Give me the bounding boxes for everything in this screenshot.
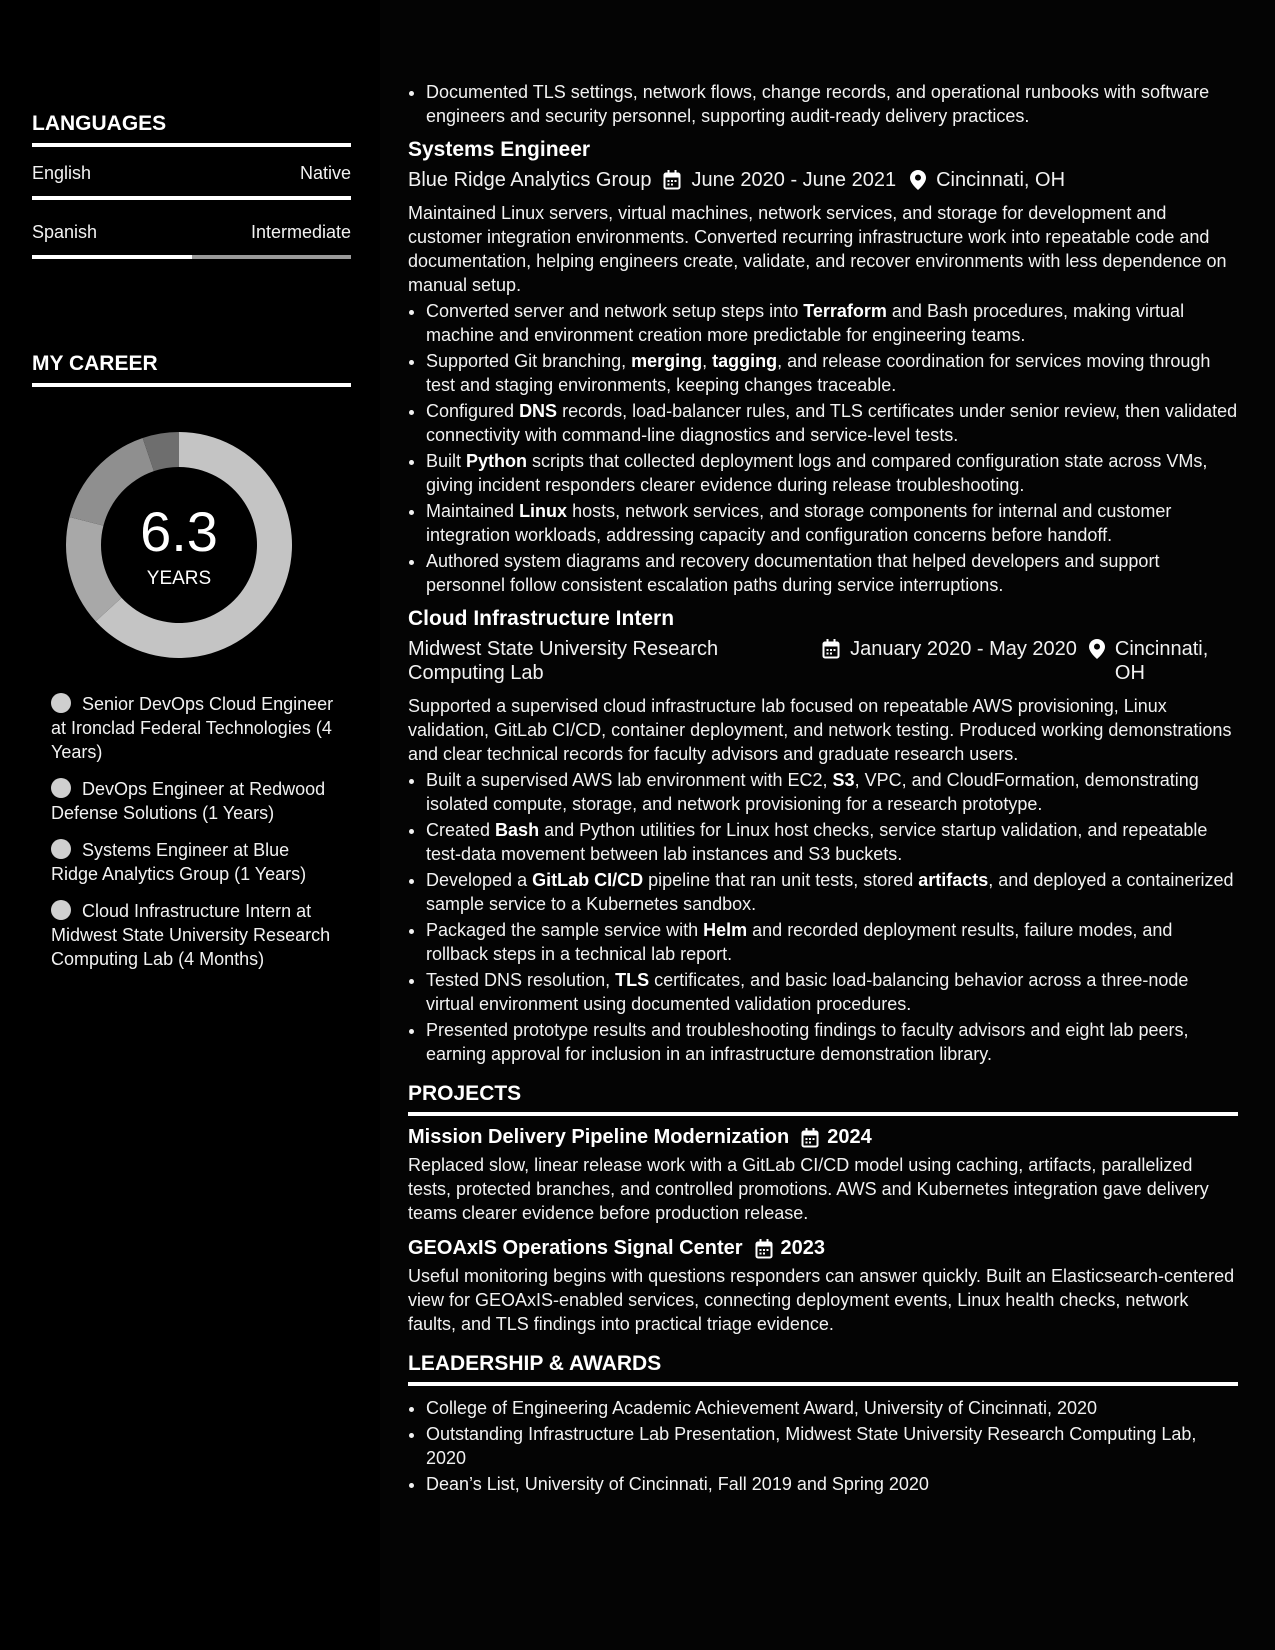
- award-item: • Dean’s List, University of Cincinnati, Fall 2019 and Spring 2020: [426, 1472, 1238, 1496]
- bullet-item: • Converted server and network setup steps into Terraform and Bash procedures, making virtual machine and environment creation more predictable for engineering teams.: [426, 299, 1238, 347]
- languages-heading: LANGUAGES: [32, 112, 351, 147]
- bullet-item: • Packaged the sample service with Helm and recorded deployment results, failure modes, and rollback steps in a technical lab report.: [426, 918, 1238, 966]
- career-legend-item: [51, 838, 336, 886]
- career-legend: [51, 692, 336, 984]
- bullet-item: • Authored system diagrams and recovery documentation that helped developers and support personnel follow consistent escalation paths during service interruptions.: [426, 549, 1238, 597]
- bullet-item: • Tested DNS resolution, TLS certificates, and basic load-balancing behavior across a three-node virtual environment using documented validation procedures.: [426, 968, 1238, 1016]
- career-legend-label: Cloud Infrastructure Intern at Midwest State University Research Computing Lab (4 Months): [51, 901, 331, 969]
- job-title: Systems Engineer: [408, 138, 591, 161]
- project-entry: [408, 1126, 1238, 1225]
- career-legend-item: [51, 899, 336, 971]
- bullet-item: • Presented prototype results and troubleshooting findings to faculty advisors and eight lab peers, earning approval for inclusion in an infrastructure demonstration library.: [426, 1018, 1238, 1066]
- career-years-unit: YEARS: [146, 568, 212, 589]
- career-heading: MY CAREER: [32, 352, 351, 387]
- job-meta: [408, 168, 1238, 192]
- project-description: Replaced slow, linear release work with a GitLab CI/CD model using caching, artifacts, parallelized tests, protected branches, and controlled promotions. AWS and Kubernetes integration gave delivery teams clearer evidence before production release.: [408, 1155, 1209, 1223]
- projects-heading: PROJECTS: [408, 1082, 1238, 1116]
- legend-dot-icon: [51, 900, 71, 920]
- job-entry: [408, 607, 1238, 1066]
- bullet-item: • Developed a GitLab CI/CD pipeline that ran unit tests, stored artifacts, and deployed a containerized sample service to a Kubernetes sandbox.: [426, 868, 1238, 916]
- career-legend-item: [51, 692, 336, 764]
- project-title: GEOAxIS Operations Signal Center: [408, 1237, 743, 1259]
- language-proficiency-fill: [32, 255, 192, 259]
- career-section: [32, 352, 351, 387]
- project-year: 2023: [780, 1237, 826, 1259]
- project-description: Useful monitoring begins with questions responders can answer quickly. Built an Elasticsearch-centered view for GEOAxIS-enabled services, connecting deployment events, Linux health checks, network faults, and TLS findings into practical triage evidence.: [408, 1266, 1235, 1334]
- career-donut-chart: [66, 432, 292, 658]
- award-item: • Outstanding Infrastructure Lab Presentation, Midwest State University Research Computing Lab, 2020: [426, 1422, 1238, 1470]
- job-bullets: [408, 299, 1238, 597]
- calendar-icon: [663, 170, 681, 190]
- language-name: Spanish: [32, 222, 98, 242]
- main-content: [380, 0, 1275, 1650]
- calendar-icon: [755, 1239, 773, 1259]
- location-pin-icon: [910, 170, 926, 190]
- job-company: Blue Ridge Analytics Group: [408, 169, 652, 191]
- job-summary: Supported a supervised cloud infrastructure lab focused on repeatable AWS provisioning, Linux validation, GitLab CI/CD, container deployment, and network testing. Produced working demonstrations and clear technical records for faculty advisors and graduate research users.: [408, 696, 1232, 764]
- experience-continued: [408, 80, 1238, 1498]
- job-company: Midwest State University Research Computing Lab: [408, 638, 719, 684]
- career-legend-item: [51, 777, 336, 825]
- legend-dot-icon: [51, 693, 71, 713]
- bullet-item: • Documented TLS settings, network flows, change records, and operational runbooks with software engineers and security personnel, supporting audit-ready delivery practices.: [426, 80, 1238, 128]
- career-legend-label: DevOps Engineer at Redwood Defense Solutions (1 Years): [51, 779, 326, 823]
- awards-heading: LEADERSHIP & AWARDS: [408, 1352, 1238, 1386]
- calendar-icon: [801, 1128, 819, 1148]
- project-year: 2024: [827, 1126, 872, 1148]
- project-entry: [408, 1237, 1238, 1336]
- language-proficiency-fill: [32, 196, 351, 200]
- language-proficiency-bar: [32, 196, 351, 200]
- job-summary: Maintained Linux servers, virtual machines, network services, and storage for development and customer integration environments. Converted recurring infrastructure work into repeatable code and documentation, helping engineers create, validate, and recover environments with less dependence on manual setup.: [408, 203, 1227, 295]
- career-legend-label: Systems Engineer at Blue Ridge Analytics Group (1 Years): [51, 840, 307, 884]
- location-pin-icon: [1089, 639, 1105, 659]
- bullet-item: • Built a supervised AWS lab environment with EC2, S3, VPC, and CloudFormation, demonstrating isolated compute, storage, and network provisioning for a research prototype.: [426, 768, 1238, 816]
- bullet-item: • Configured DNS records, load-balancer rules, and TLS certificates under senior review, then validated connectivity with command-line diagnostics and service-level tests.: [426, 399, 1238, 447]
- projects-section: [408, 1082, 1238, 1336]
- job-dates: January 2020 - May 2020: [850, 638, 1077, 660]
- career-total-years: 6.3: [140, 500, 218, 563]
- job-dates: June 2020 - June 2021: [691, 169, 897, 191]
- job-meta: [408, 637, 1238, 685]
- language-proficiency-bar: [32, 255, 351, 259]
- language-item: [32, 222, 351, 259]
- language-level: Intermediate: [250, 222, 351, 242]
- bullet-item: • Built Python scripts that collected deployment logs and compared configuration state across VMs, giving incident responders clearer evidence during release troubleshooting.: [426, 449, 1238, 497]
- legend-dot-icon: [51, 839, 71, 859]
- bullet-item: • Maintained Linux hosts, network services, and storage components for internal and customer integration workloads, addressing capacity and configuration concerns before handoff.: [426, 499, 1238, 547]
- awards-list: [408, 1396, 1238, 1496]
- calendar-icon: [822, 639, 840, 659]
- language-name: English: [32, 163, 92, 183]
- job-location: Cincinnati, OH: [936, 169, 1066, 191]
- awards-section: [408, 1352, 1238, 1496]
- bullet-item: • Created Bash and Python utilities for Linux host checks, service startup validation, and repeatable test-data movement between lab instances and S3 buckets.: [426, 818, 1238, 866]
- career-legend-label: Senior DevOps Cloud Engineer at Ironclad Federal Technologies (4 Years): [51, 694, 334, 762]
- job-location: Cincinnati, OH: [1114, 638, 1209, 684]
- award-item: • College of Engineering Academic Achievement Award, University of Cincinnati, 2020: [426, 1396, 1238, 1420]
- sidebar: [0, 0, 380, 1650]
- legend-dot-icon: [51, 778, 71, 798]
- project-title: Mission Delivery Pipeline Modernization: [408, 1126, 790, 1148]
- job-entry: [408, 138, 1238, 597]
- language-item: [32, 163, 351, 200]
- bullet-item: • Supported Git branching, merging, tagging, and release coordination for services moving through test and staging environments, keeping changes traceable.: [426, 349, 1238, 397]
- job-bullets: [408, 768, 1238, 1066]
- job-title: Cloud Infrastructure Intern: [408, 607, 675, 630]
- languages-section: [32, 112, 351, 259]
- language-level: Native: [299, 163, 351, 183]
- previous-job-bullets: [408, 80, 1238, 128]
